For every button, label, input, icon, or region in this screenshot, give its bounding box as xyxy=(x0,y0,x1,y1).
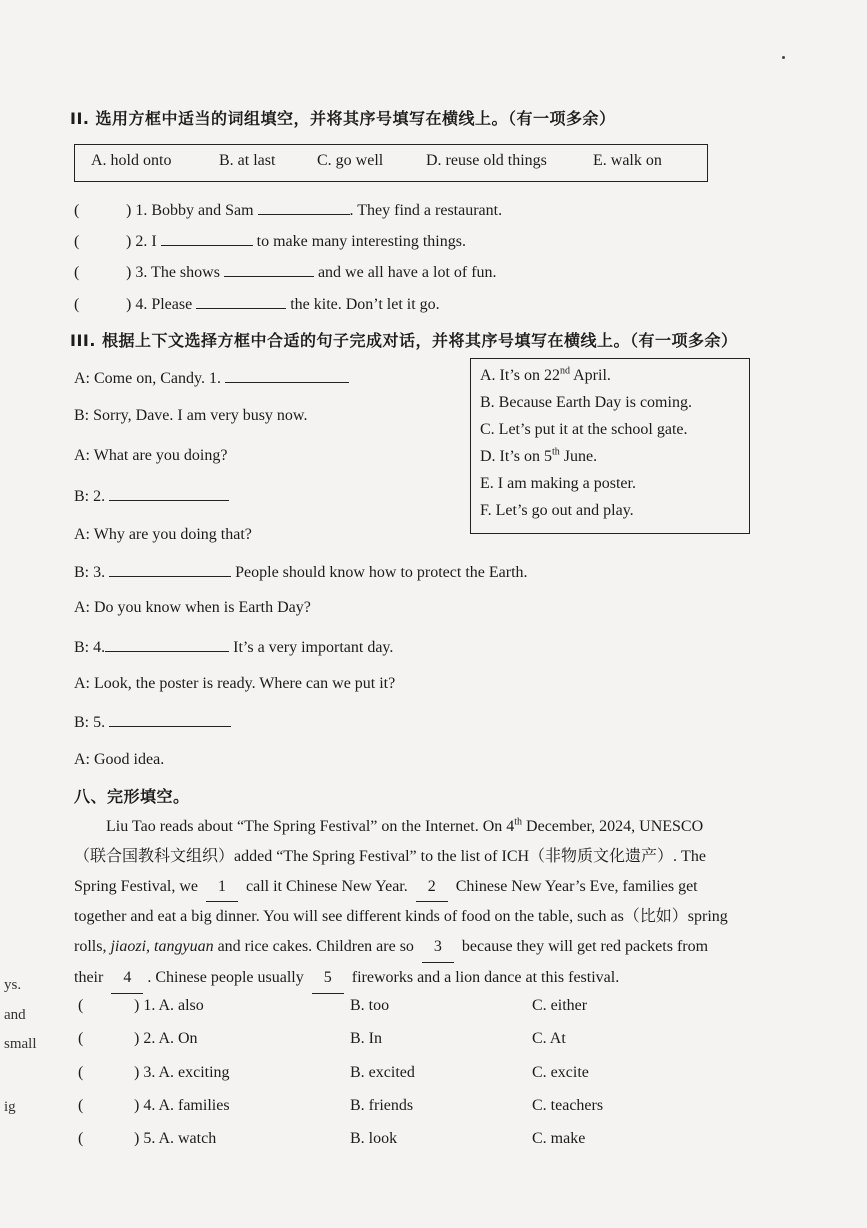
choice-1-b[interactable]: B. too xyxy=(350,997,390,1014)
cloze-blank-4[interactable]: 4 xyxy=(111,963,143,994)
section-3-heading xyxy=(70,328,738,351)
margin-fragment: ys. xyxy=(4,977,22,993)
choice-5-b[interactable]: B. look xyxy=(350,1130,398,1147)
option-c: C. go well xyxy=(317,152,384,169)
choice-3-b[interactable]: B. excited xyxy=(350,1064,415,1081)
option-b: B. at last xyxy=(219,152,276,169)
choice-4-b[interactable]: B. friends xyxy=(350,1097,414,1114)
dialog-option-e: E. I am making a poster. xyxy=(480,475,636,492)
dialogue-line-3: A: What are you doing? xyxy=(74,447,228,464)
dialogue-line-6: B: 3. People should know how to protect the Earth. xyxy=(74,564,528,581)
dialogue-line-10: B: 5. xyxy=(74,712,231,732)
dialogue-line-1: A: Come on, Candy. 1. xyxy=(74,368,349,388)
cloze-passage xyxy=(74,812,774,994)
section-3-option-box xyxy=(470,358,750,534)
dialog-option-b: B. Because Earth Day is coming. xyxy=(480,394,692,411)
s2-question-2: ( ) 2. I to make many interesting things. xyxy=(74,233,466,250)
choice-5-c[interactable]: C. make xyxy=(532,1130,586,1147)
answer-blank[interactable] xyxy=(258,200,350,215)
answer-blank[interactable] xyxy=(109,486,229,501)
answer-blank[interactable] xyxy=(225,368,349,383)
dialogue-line-5: A: Why are you doing that? xyxy=(74,526,252,543)
passage-line-3: Spring Festival, we 1 call it Chinese New Year. 2 Chinese New Year’s Eve, families get xyxy=(74,872,774,903)
section-2-option-box xyxy=(74,144,708,182)
dialogue-line-9: A: Look, the poster is ready. Where can we put it? xyxy=(74,675,396,692)
section-8-title: 八、完形填空。 xyxy=(74,787,190,806)
answer-blank[interactable] xyxy=(105,637,229,652)
choice-2-b[interactable]: B. In xyxy=(350,1030,382,1047)
margin-fragment: and xyxy=(4,1007,26,1023)
s2-question-4: ( ) 4. Please the kite. Don’t let it go. xyxy=(74,296,440,313)
choice-row-4: ( ) 4. A. families xyxy=(78,1097,230,1114)
passage-line-2: （联合国教科文组织）added “The Spring Festival” to the list of ICH（非物质文化遗产）. The xyxy=(74,847,706,865)
dialogue-line-7: A: Do you know when is Earth Day? xyxy=(74,599,311,616)
section-2-title: II. 选用方框中适当的词组填空，并将其序号填写在横线上。（有一项多余） xyxy=(70,109,616,128)
speck xyxy=(782,56,785,59)
cloze-blank-3[interactable]: 3 xyxy=(422,932,454,963)
passage-line-5: rolls, jiaozi, tangyuan and rice cakes. Children are so 3 because they will get red packets from xyxy=(74,932,774,963)
dialogue-line-2: B: Sorry, Dave. I am very busy now. xyxy=(74,407,308,424)
passage-line-1: Liu Tao reads about “The Spring Festival” on the Internet. On 4th December, 2024, UNESCO xyxy=(106,816,704,835)
answer-blank[interactable] xyxy=(109,562,231,577)
choice-1-c[interactable]: C. either xyxy=(532,997,588,1014)
cloze-blank-1[interactable]: 1 xyxy=(206,872,238,903)
dialog-option-c: C. Let’s put it at the school gate. xyxy=(480,421,688,438)
answer-blank[interactable] xyxy=(109,712,231,727)
choice-3-c[interactable]: C. excite xyxy=(532,1064,589,1081)
s2-question-1: ( ) 1. Bobby and Sam . They find a restaurant. xyxy=(74,202,503,219)
answer-blank[interactable] xyxy=(196,294,286,309)
choice-row-3: ( ) 3. A. exciting xyxy=(78,1064,230,1081)
section-3-title: III. 根据上下文选择方框中合适的句子完成对话，并将其序号填写在横线上。（有一项多余） xyxy=(70,331,738,350)
s2-question-3: ( ) 3. The shows and we all have a lot of fun. xyxy=(74,264,497,281)
dialog-option-d: D. It’s on 5th June. xyxy=(480,446,598,465)
choice-4-c[interactable]: C. teachers xyxy=(532,1097,604,1114)
choice-row-1: ( ) 1. A. also xyxy=(78,997,204,1014)
section-8-heading xyxy=(74,784,190,807)
dialog-option-a: A. It’s on 22nd April. xyxy=(480,365,611,384)
choice-row-2: ( ) 2. A. On xyxy=(78,1030,198,1047)
cloze-blank-5[interactable]: 5 xyxy=(312,963,344,994)
answer-blank[interactable] xyxy=(161,231,253,246)
choice-2-c[interactable]: C. At xyxy=(532,1030,566,1047)
margin-fragment: ig xyxy=(4,1099,16,1115)
dialogue-line-11: A: Good idea. xyxy=(74,751,165,768)
dialogue-line-4: B: 2. xyxy=(74,486,229,506)
passage-line-6: their 4 . Chinese people usually 5 fireworks and a lion dance at this festival. xyxy=(74,963,774,994)
option-e: E. walk on xyxy=(593,152,662,169)
option-a: A. hold onto xyxy=(91,152,172,169)
margin-fragment: small xyxy=(4,1036,37,1052)
dialog-option-f: F. Let’s go out and play. xyxy=(480,502,634,519)
option-d: D. reuse old things xyxy=(426,152,547,169)
answer-blank[interactable] xyxy=(224,262,314,277)
section-2-heading xyxy=(70,106,616,129)
cloze-blank-2[interactable]: 2 xyxy=(416,872,448,903)
passage-line-4: together and eat a big dinner. You will see different kinds of food on the table, such as（比如）spring xyxy=(74,908,728,926)
dialogue-line-8: B: 4. It’s a very important day. xyxy=(74,639,394,656)
choice-row-5: ( ) 5. A. watch xyxy=(78,1130,217,1147)
